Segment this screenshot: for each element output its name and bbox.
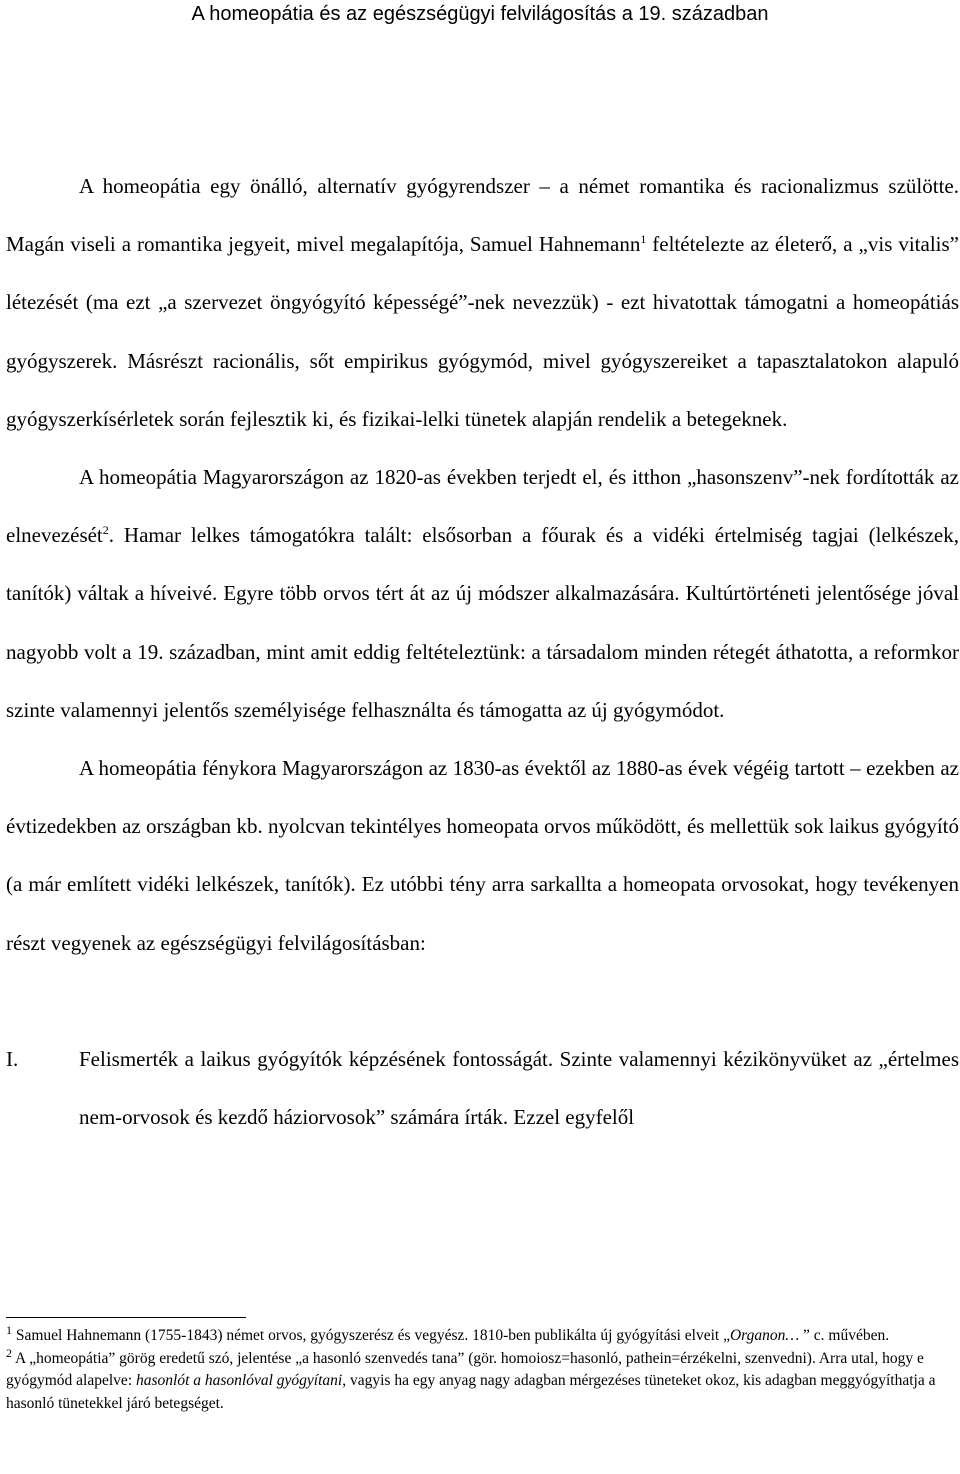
paragraph-2: [6, 448, 959, 739]
footnote-1-text-b: ” c. művében.: [799, 1327, 890, 1344]
footnote-1-text-a: Samuel Hahnemann (1755-1843) német orvos, gyógyszerész és vegyész. 1810-ben publikálta új gyógyítási elveit „: [12, 1327, 730, 1344]
document-body: [6, 157, 959, 1146]
footnote-1-italic: Organon…: [729, 1327, 800, 1344]
footnote-2-text-a: A „homeopátia” görög eredetű szó, jelentése „a hasonló szenvedés tana” (gör. homoiosz=hasonló, pathein=érzékelni, szenvedni). Arra utal, hogy e gyógymód alapelve:: [6, 1349, 924, 1389]
footnote-separator: [6, 1317, 246, 1318]
page-title: A homeopátia és az egészségügyi felvilágosítás a 19. században: [191, 3, 769, 25]
footnote-1: [6, 1322, 940, 1348]
footnote-ref-2[interactable]: 2: [102, 523, 109, 538]
paragraph-1: [6, 157, 959, 448]
list-item-1-number: I.: [6, 1046, 19, 1071]
footnote-2: [6, 1345, 940, 1416]
footnotes: [6, 1322, 940, 1415]
paragraph-2-text-b: . Hamar lelkes támogatókra talált: elsősorban a főurak és a vidéki értelmiség tagjai (lelkészek, tanítók) váltak a híveivé. Egyre több orvos tért át az új módszer alkalmazására. Kultúrtörténeti jelentősége jóval nagyobb volt a 19. században, mint amit eddig feltételeztünk: a társadalom minden rétegét áthatotta, a reformkor szinte valamennyi jelentős személyisége felhasználta és támogatta az új gyógymódot.: [6, 523, 959, 722]
footnote-ref-1[interactable]: 1: [640, 232, 647, 247]
footnote-1-number: 1: [6, 1322, 12, 1337]
footnote-2-text-b: , vagyis ha egy anyag nagy adagban mérgezéses tüneteket okoz, kis adagban meggyógyíthatja a hasonló tünetekkel járó betegséget.: [6, 1372, 936, 1412]
list-item-1-text: Felismerték a laikus gyógyítók képzésének fontosságát. Szinte valamennyi kézikönyvüket az „értelmes nem-orvosok és kezdő háziorvosok” számára írták. Ezzel egyfelől: [79, 1046, 959, 1130]
footnote-2-italic: hasonlót a hasonlóval gyógyítani: [136, 1372, 343, 1389]
list-item-1: [6, 1030, 959, 1146]
paragraph-1-text-a: A homeopátia egy önálló, alternatív gyógyrendszer – a német romantika és racionalizmus szülötte. Magán viseli a romantika jegyeit, mivel megalapítója, Samuel Hahnemann: [6, 174, 959, 257]
paragraph-1-text-b: feltételezte az életerő, a „vis vitalis” létezését (ma ezt „a szervezet öngyógyító képességé”-nek nevezzük) - ezt hivatottak támogatni a homeopátiás gyógyszerek. Másrészt racionális, sőt empirikus gyógymód, mivel gyógyszereiket a tapasztalatokon alapuló gyógyszerkísérletek során fejlesztik ki, és fizikai-lelki tünetek alapján rendelik a betegeknek.: [6, 232, 959, 431]
footnote-2-number: 2: [6, 1345, 12, 1360]
paragraph-2-text-a: A homeopátia Magyarországon az 1820-as években terjedt el, és itthon „hasonszenv”-nek fordították az elnevezését: [6, 465, 959, 548]
paragraph-3: A homeopátia fénykora Magyarországon az 1830-as évektől az 1880-as évek végéig tartott – ezekben az évtizedekben az országban kb. nyolcvan tekintélyes homeopata orvos működött, és mellettük sok laikus gyógyító (a már említett vidéki lelkészek, tanítók). Ez utóbbi tény arra sarkallta a homeopata orvosokat, hogy tevékenyen részt vegyenek az egészségügyi felvilágosításban:: [6, 756, 959, 955]
paragraph-gap: [6, 972, 959, 1030]
